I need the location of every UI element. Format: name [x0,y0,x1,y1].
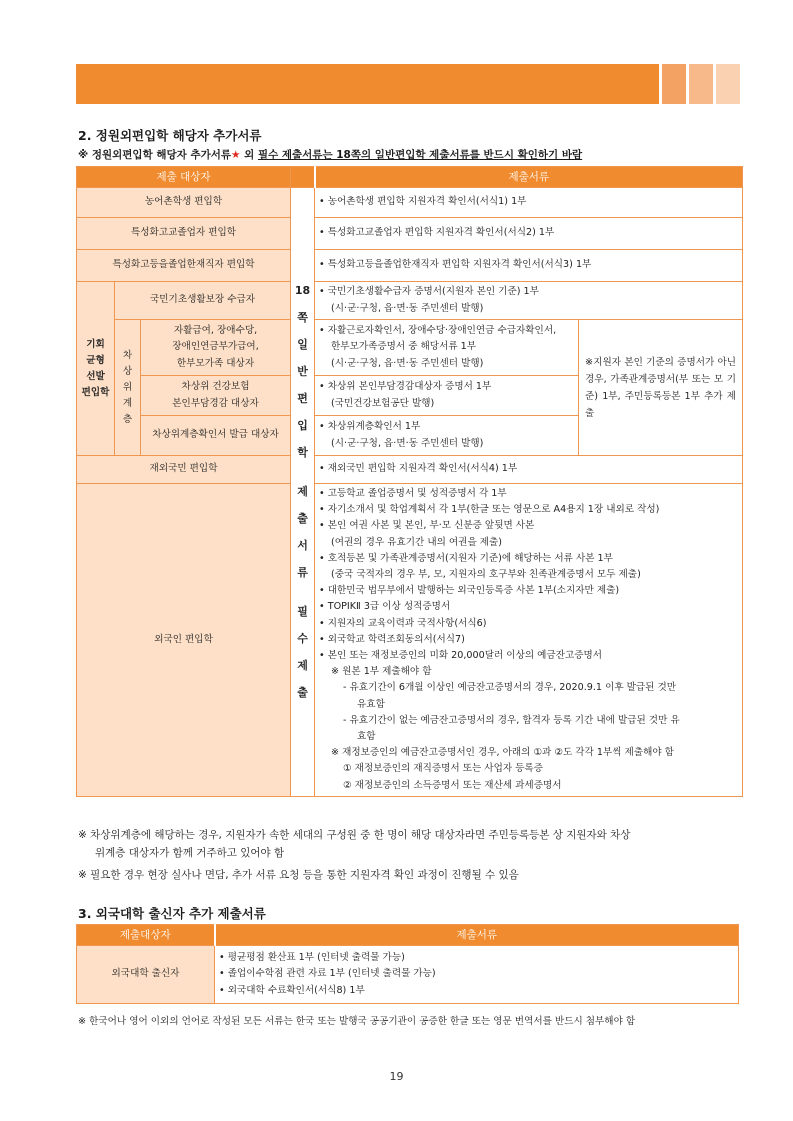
row-label-specialized: 특성화고교졸업자 편입학 [77,218,291,250]
doc-line: • 농어촌학생 편입학 지원자격 확인서(서식1) 1부 [319,196,527,208]
doc-line: • 지원자의 교육이력과 국적사항(서식6) [319,617,487,629]
page-number: 19 [389,1070,404,1083]
row-label-foreign-univ: 외국대학 출신자 [77,946,215,1004]
header-banner [76,64,740,104]
doc-line: • 평균평점 환산표 1부 (인터넷 출력물 가능) [219,952,405,964]
section2-footnotes [78,826,758,884]
label-line: 장애인연금부가급여, [172,341,259,353]
near-poor-char: 차 [122,349,133,361]
row-label-self-support [141,320,291,376]
vertical-char: 수 [297,632,308,646]
doc-line: • 본인 또는 재정보증인의 미화 20,000달러 이상의 예금잔고증명서 [319,650,603,662]
note-prefix: ※ 정원외편입학 해당자 추가서류 [78,149,232,161]
doc-line: (시·군·구청, 읍·면·동 주민센터 발행) [331,302,484,314]
doc-line: • TOPIKⅡ 3급 이상 성적증명서 [319,601,451,613]
doc-line: 유효함 [357,698,385,710]
section2-note [78,147,582,162]
doc-line: ② 재정보증인의 소득증명서 또는 재산세 과세증명서 [343,779,562,791]
footnote-line: 위계층 대상자가 함께 거주하고 있어야 함 [95,847,285,859]
side-note-family: ※지원자 본인 기준의 증명서가 아닌 경우, 가족관계증명서(부 또는 모 기준) 1부, 주민등록등본 1부 추가 제출 [579,320,743,456]
doc-line: - 유효기간이 6개월 이상인 예금잔고증명서의 경우, 2020.9.1 이후 발급된 것만 [343,682,677,694]
vertical-char: 학 [297,446,308,460]
section3-table [76,924,739,1004]
doc-line: • 국민기초생활수급자 증명서(지원자 본인 기준) 1부 [319,286,539,298]
doc-line: (시·군·구청, 읍·면·동 주민센터 발행) [331,437,484,449]
row-label-farm: 농어촌학생 편입학 [77,188,291,218]
note-underlined: 필수 제출서류는 18쪽의 일반편입학 제출서류를 반드시 확인하기 바람 [257,149,583,161]
row-docs-farm [315,188,743,218]
row-label-employed: 특성화고등을졸업한재직자 편입학 [77,250,291,282]
header-target: 제출대상자 [77,925,215,946]
vertical-char: 편 [297,392,308,406]
footnote-line: ※ 차상위계층에 해당하는 경우, 지원자가 속한 세대의 구성원 중 한 명이 해당 대상자라면 주민등록등본 상 지원자와 차상 [78,829,631,841]
vertical-note-18 [291,188,315,797]
header-target: 제출 대상자 [77,167,291,188]
banner-stripe [689,64,713,104]
row-docs-employed [315,250,743,282]
doc-line: ※ 재정보증인의 예금잔고증명서인 경우, 아래의 ①과 ②도 각각 1부씩 제출해야 함 [331,747,674,759]
vertical-char: 서 [297,539,308,553]
doc-line: ① 재정보증인의 재직증명서 또는 사업자 등록증 [343,763,543,775]
row-label-overseas: 재외국민 편입학 [77,456,291,484]
doc-line: 효함 [357,731,376,743]
footnote-line: ※ 필요한 경우 현장 실사나 면담, 추가 서류 요청 등을 통한 지원자격 확인 과정이 진행될 수 있음 [78,869,519,881]
group-label-line: 편입학 [81,386,110,398]
row-docs-basic [315,282,743,320]
row-docs-confirm [315,416,579,456]
row-label-health [141,376,291,416]
label-line: 자활급여, 장애수당, [173,325,258,337]
section3-title: 3. 외국대학 출신자 추가 제출서류 [78,906,266,921]
vertical-char: 입 [297,419,308,433]
row-docs-overseas [315,456,743,484]
banner-main-bar [76,64,659,104]
doc-line: • 차상위 본인부담경감대상자 증명서 1부 [319,381,492,393]
doc-line: • 졸업이수학점 관련 자료 1부 (인터넷 출력물 가능) [219,968,436,980]
label-line: 한부모가족 대상자 [176,357,255,369]
doc-line: • 외국대학 수료확인서(서식8) 1부 [219,984,365,996]
vertical-char: 출 [297,512,308,526]
row-label-confirm: 차상위계층확인서 발급 대상자 [141,416,291,456]
doc-line: (국민건강보험공단 발행) [331,397,435,409]
header-spacer [291,167,315,188]
row-docs-health [315,376,579,416]
banner-stripe [716,64,740,104]
doc-line: • 외국학교 학력조회동의서(서식7) [319,633,465,645]
vertical-char: 반 [297,365,308,379]
header-docs: 제출서류 [315,167,743,188]
vertical-char: 일 [297,338,308,352]
doc-line: • 자활근로자확인서, 장애수당·장애인연금 수급자확인서, [319,325,557,337]
doc-line: • 본인 여권 사본 및 본인, 부·모 신분증 앞뒷면 사본 [319,520,535,532]
header-docs: 제출서류 [215,925,739,946]
vertical-char: 18 [294,284,311,298]
doc-line: • 자기소개서 및 학업계획서 각 1부(한글 또는 영문으로 A4용지 1장 내외로 작성) [319,504,660,516]
doc-line: • 고등학교 졸업증명서 및 성적증명서 각 1부 [319,488,507,499]
group-label-balanced [77,282,115,456]
group-label-line: 균형 [86,354,105,366]
label-line: 차상위 건강보험 [181,381,250,393]
group-label-line: 선발 [86,370,105,382]
doc-line: ※ 원본 1부 제출해야 함 [331,666,432,678]
row-docs-foreign [315,484,743,797]
near-poor-char: 위 [122,381,133,393]
near-poor-label [115,320,141,456]
row-docs-foreign-univ [215,946,739,1004]
near-poor-char: 상 [122,365,133,377]
vertical-char: 출 [297,686,308,700]
doc-line: • 대한민국 법무부에서 발행하는 외국인등록증 사본 1부(소지자만 제출) [319,585,620,597]
vertical-note-text [291,277,314,706]
doc-line: - 유효기간이 없는 예금잔고증명서의 경우, 합격자 등록 기간 내에 발급된 것만 유 [343,714,680,726]
doc-line: • 재외국민 편입학 지원자격 확인서(서식4) 1부 [319,463,518,475]
row-label-basic: 국민기초생활보장 수급자 [115,282,291,320]
row-label-foreign: 외국인 편입학 [77,484,291,797]
section3-footnote: ※ 한국어나 영어 이외의 언어로 작성된 모든 서류는 한국 또는 발행국 공공기관이 공증한 한글 또는 영문 번역서를 반드시 첨부해야 함 [78,1016,636,1027]
banner-stripe [662,64,686,104]
doc-line: • 특성화고등을졸업한재직자 편입학 지원자격 확인서(서식3) 1부 [319,259,592,271]
doc-line: (여권의 경우 유효기간 내의 여권을 제출) [331,536,503,548]
label-line: 본인부담경감 대상자 [172,397,259,409]
section2-table [76,166,743,797]
doc-line: (시·군·구청, 읍·면·동 주민센터 발행) [331,357,484,369]
note-middle: 외 [240,149,258,161]
vertical-char: 류 [297,566,308,580]
vertical-char: 제 [297,659,308,673]
doc-line: • 특성화고교졸업자 편입학 지원자격 확인서(서식2) 1부 [319,227,555,239]
star-icon: ★ [231,149,241,161]
section2-title: 2. 정원외편입학 해당자 추가서류 [78,128,262,143]
doc-line: • 호적등본 및 가족관계증명서(지원자 기준)에 해당하는 서류 사본 1부 [319,552,613,564]
doc-line: (중국 국적자의 경우 부, 모, 지원자의 호구부와 친족관계증명서 모두 제출) [331,569,641,581]
group-label-line: 기회 [86,338,105,350]
near-poor-char: 층 [122,413,133,425]
row-docs-self-support [315,320,579,376]
doc-line: 한부모가족증명서 중 해당서류 1부 [331,341,477,353]
near-poor-char: 계 [122,397,133,409]
vertical-char: 제 [297,485,308,499]
doc-line: • 차상위계층확인서 1부 [319,421,421,433]
vertical-char: 쪽 [297,311,308,325]
vertical-char: 필 [297,605,308,619]
row-docs-specialized [315,218,743,250]
